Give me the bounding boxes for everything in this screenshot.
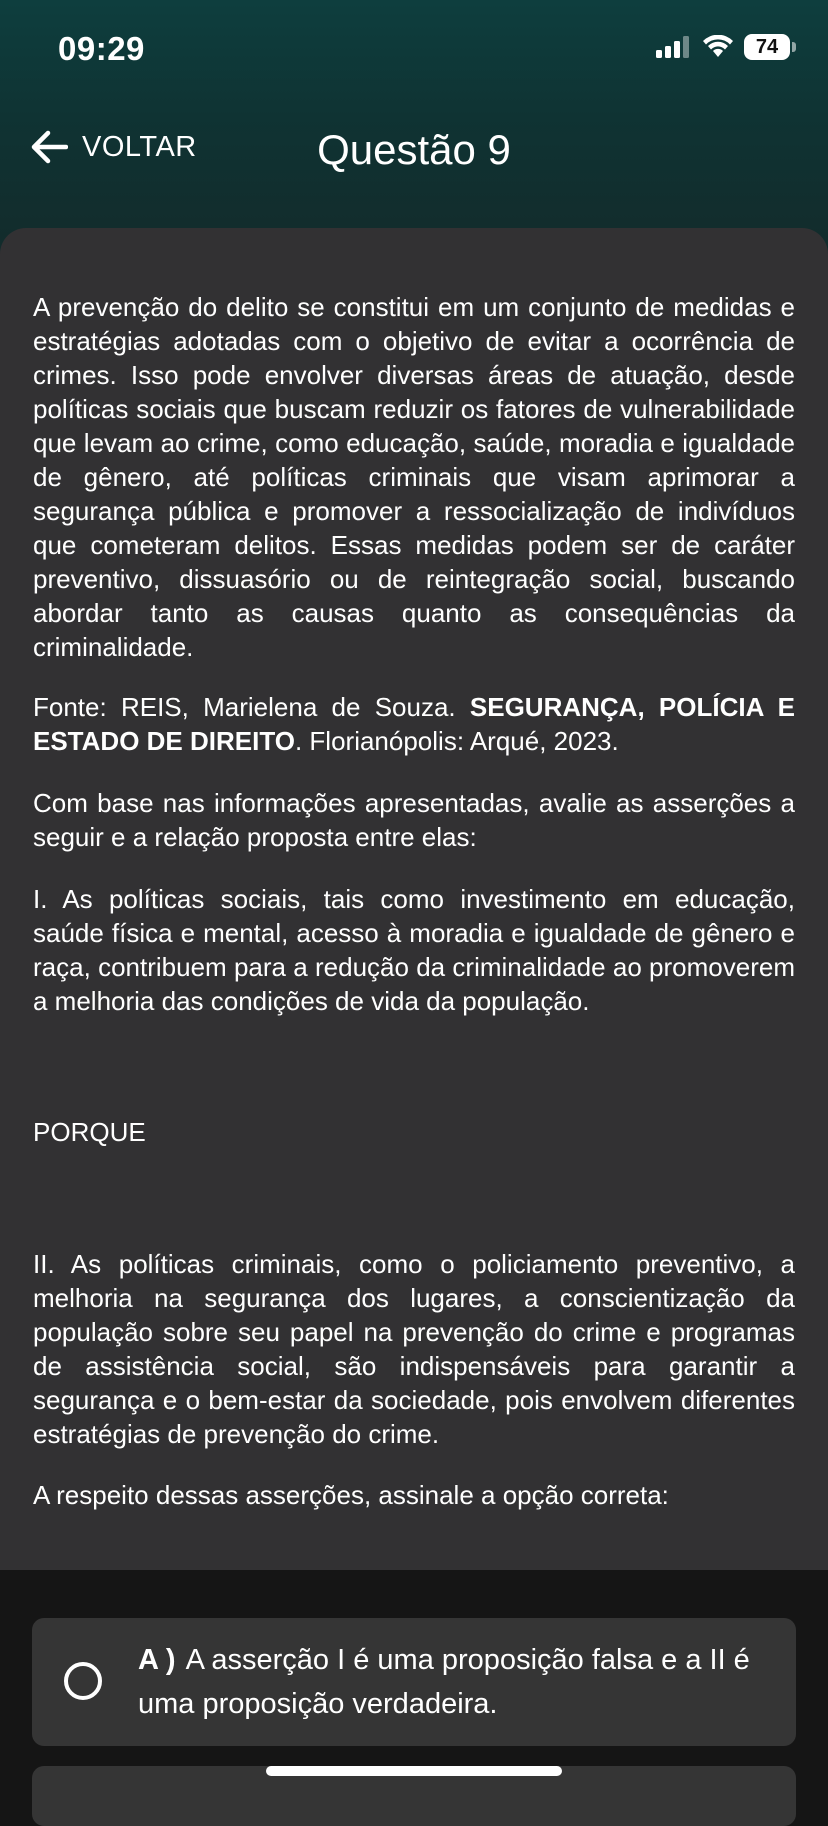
prompt-text: A respeito dessas asserções, assinale a opção correta:	[33, 1480, 669, 1510]
source-citation	[33, 690, 795, 758]
instruction-text: Com base nas informações apresentadas, avalie as asserções a seguir e a relação proposta entre elas:	[33, 788, 795, 852]
question-paragraph: A prevenção do delito se constitui em um conjunto de medidas e estratégias adotadas com o objetivo de evitar a ocorrência de crimes. Isso pode envolver diversas áreas de atuação, desde políticas sociais que buscam reduzir os fatores de vulnerabilidade que levam ao crime, como educação, saúde, moradia e igualdade de gênero, até políticas criminais que visam aprimorar a segurança pública e promover a ressocialização de indivíduos que cometeram delitos. Essas medidas podem ser de caráter preventivo, dissuasório ou de reintegração social, buscando abordar tanto as causas quanto as consequências da criminalidade.	[33, 292, 795, 662]
option-label: A asserção I é uma proposição falsa e a II é uma proposição verdadeira.	[138, 1644, 750, 1720]
connector-text: PORQUE	[33, 1117, 146, 1147]
option-a[interactable]	[32, 1618, 796, 1746]
page-title: Questão 9	[317, 126, 511, 173]
status-time: 09:29	[58, 30, 145, 67]
battery-level: 74	[755, 35, 779, 58]
signal-icon	[656, 36, 692, 58]
source-prefix: Fonte: REIS, Marielena de Souza.	[33, 692, 470, 722]
source-suffix: . Florianópolis: Arqué, 2023.	[294, 726, 619, 756]
assertion-1: I. As políticas sociais, tais como investimento em educação, saúde física e mental, acesso à moradia e igualdade de gênero e raça, contribuem para a redução da criminalidade ao promoverem a melhoria das condições de vida da população.	[33, 884, 795, 1016]
home-indicator	[266, 1766, 562, 1776]
header	[0, 0, 828, 260]
source-title: SEGURANÇA, POLÍCIA E ESTADO DE DIREITO	[33, 692, 795, 756]
wifi-icon	[702, 35, 734, 59]
option-letter: A )	[138, 1644, 176, 1676]
back-label: VOLTAR	[82, 130, 197, 163]
status-icons	[656, 34, 790, 60]
option-a-text	[138, 1638, 778, 1726]
radio-button[interactable]	[64, 1662, 102, 1700]
battery-icon	[744, 34, 790, 60]
assertion-2: II. As políticas criminais, como o policiamento preventivo, a melhoria na segurança dos lugares, a conscientização da população sobre seu papel na prevenção do crime e programas de assistência social, são indispensáveis para garantir a segurança e o bem-estar da sociedade, pois envolvem diferentes estratégias de prevenção do crime.	[33, 1249, 795, 1449]
